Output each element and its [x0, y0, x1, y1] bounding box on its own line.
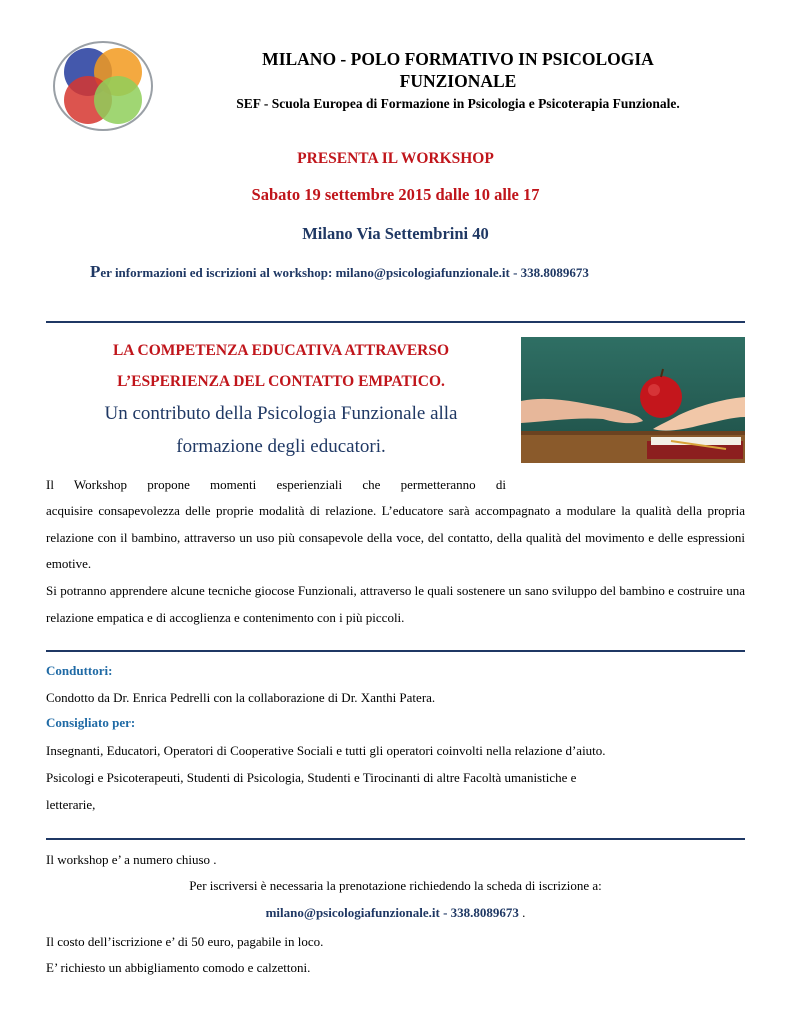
- numero-chiuso-text: Il workshop e’ a numero chiuso .: [46, 852, 217, 867]
- consigliato-line1: Insegnanti, Educatori, Operatori di Cooperative Sociali e tutti gli operatori coinvolti nella relazione d’aiuto.: [46, 743, 606, 758]
- event-location: Milano Via Settembrini 40: [302, 224, 489, 243]
- event-info-text: er informazioni ed iscrizioni al workshop: milano@psicologiafunzionale.it - 338.8089673: [100, 265, 589, 280]
- conduttori-label: Conduttori:: [46, 663, 113, 678]
- workshop-para2: Si potranno apprendere alcune tecniche giocose Funzionali, attraverso le quali sostenere un sano sviluppo del bambino e costruire una relazione empatica e di accoglienza e contenimento con i più piccoli.: [46, 583, 745, 625]
- workshop-para1-rest: acquisire consapevolezza delle proprie modalità di relazione. L’educatore sarà accompagnato a modulare la qualità della propria relazione con il bambino, attraverso un uso più consapevole della voce, del contatto, della qualità del movimento e delle espressioni emotive.: [46, 503, 745, 571]
- event-date: Sabato 19 settembre 2015 dalle 10 alle 17: [251, 185, 540, 204]
- workshop-subtitle-line2: formazione degli educatori.: [176, 436, 386, 457]
- divider-2: [46, 650, 745, 652]
- footer-contact-link[interactable]: milano@psicologiafunzionale.it - 338.8089673: [265, 905, 519, 920]
- iscriversi-text: Per iscriversi è necessaria la prenotazione richiedendo la scheda di iscrizione a:: [189, 878, 602, 893]
- footer-contact: [0, 905, 791, 921]
- costo-text: Il costo dell’iscrizione e’ di 50 euro, pagabile in loco.: [46, 934, 324, 949]
- divider-3: [46, 838, 745, 840]
- consigliato-line3: letterarie,: [46, 797, 96, 812]
- conduttori-text: Condotto da Dr. Enrica Pedrelli con la collaborazione di Dr. Xanthi Patera.: [46, 690, 436, 705]
- divider-1: [46, 321, 745, 323]
- abbigliamento-text: E’ richiesto un abbigliamento comodo e calzettoni.: [46, 960, 311, 975]
- workshop-title-line2: L’ESPERIENZA DEL CONTATTO EMPATICO.: [117, 373, 445, 390]
- header-subtitle: SEF - Scuola Europea di Formazione in Psicologia e Psicoterapia Funzionale.: [236, 96, 680, 111]
- presenta-heading: PRESENTA IL WORKSHOP: [297, 150, 494, 167]
- hand-giving-apple-photo: [521, 337, 745, 463]
- event-info-initial: P: [90, 262, 101, 281]
- header-title-line2: FUNZIONALE: [399, 71, 517, 91]
- consigliato-label: Consigliato per:: [46, 715, 136, 730]
- consigliato-line2: Psicologi e Psicoterapeuti, Studenti di Psicologia, Studenti e Tirocinanti di altre Facoltà umanistiche e: [46, 770, 577, 785]
- school-logo-icon: [52, 40, 154, 132]
- event-info: [90, 262, 589, 282]
- workshop-title-line1: LA COMPETENZA EDUCATIVA ATTRAVERSO: [112, 342, 450, 359]
- footer-contact-tail: .: [518, 905, 526, 920]
- workshop-subtitle-line1: Un contributo della Psicologia Funzionale alla: [104, 403, 458, 424]
- header-title-line1: MILANO - POLO FORMATIVO IN PSICOLOGIA: [262, 49, 654, 69]
- workshop-para1-line1: Il Workshop propone momenti esperienziali che permetteranno di: [46, 477, 506, 492]
